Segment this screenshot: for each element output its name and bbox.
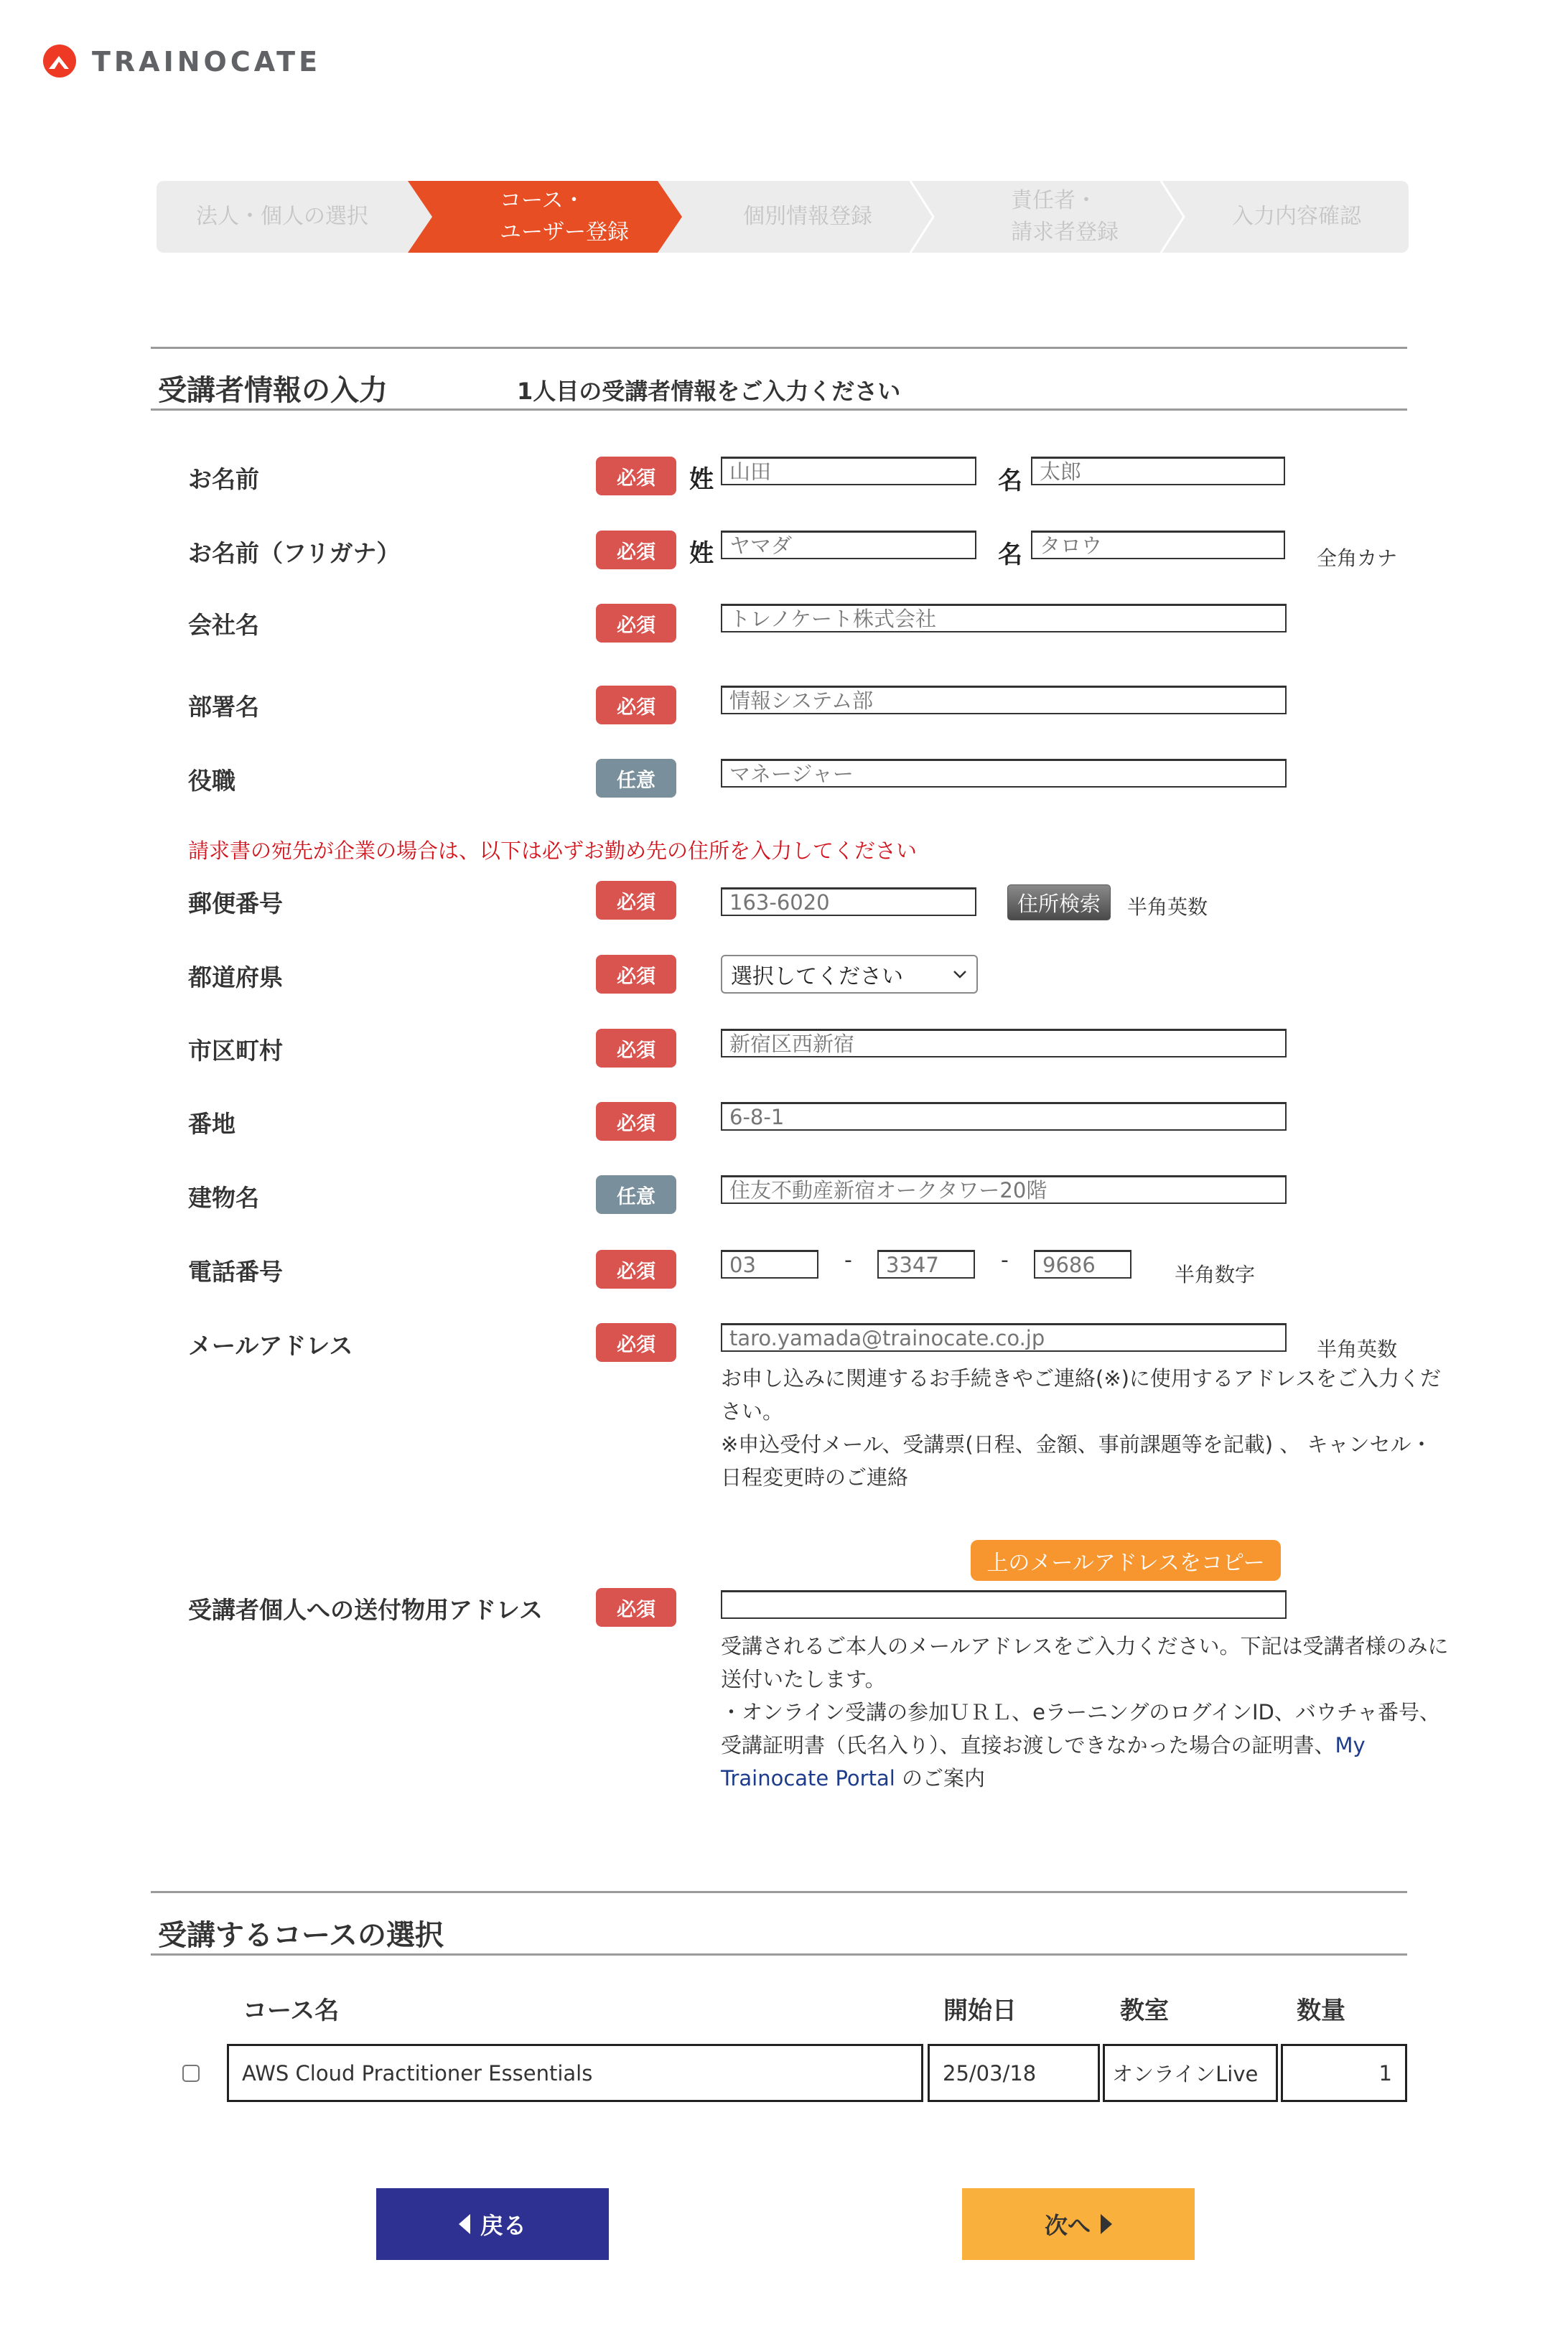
first-name-input[interactable] — [1031, 457, 1285, 485]
step-corporate-individual: 法人・個人の選択 — [196, 204, 368, 229]
progress-stepper — [157, 181, 1409, 253]
my-trainocate-portal-link[interactable]: Trainocate Portal — [721, 1766, 895, 1790]
attendee-section-title: 受講者情報の入力 — [158, 374, 388, 407]
prefecture-select[interactable] — [721, 955, 978, 994]
building-label: 建物名 — [188, 1184, 259, 1212]
first-name-kana-label: 名 — [998, 541, 1022, 569]
building-input[interactable] — [721, 1175, 1287, 1204]
column-header-classroom: 教室 — [1120, 1997, 1169, 2025]
kana-hint: 全角カナ — [1317, 546, 1398, 570]
phone-part1-input[interactable] — [721, 1250, 818, 1279]
phone-separator: - — [844, 1248, 852, 1273]
name-label: お名前 — [188, 465, 259, 493]
required-badge: 必須 — [596, 1250, 676, 1289]
chevron-down-icon — [952, 969, 968, 979]
next-button[interactable]: 次へ — [962, 2188, 1195, 2260]
position-label: 役職 — [188, 767, 235, 795]
required-badge: 必須 — [596, 686, 676, 724]
step-manager-billing: 責任者・ 請求者登録 — [1011, 188, 1119, 245]
caret-right-icon — [1101, 2214, 1112, 2234]
department-label: 部署名 — [188, 693, 259, 721]
start-date-cell: 25/03/18 — [928, 2044, 1100, 2102]
step-individual-info: 個別情報登録 — [743, 204, 872, 229]
required-badge: 必須 — [596, 531, 676, 569]
email-label: メールアドレス — [188, 1332, 353, 1360]
street-label: 番地 — [188, 1110, 235, 1138]
section-divider — [151, 1953, 1407, 1956]
column-header-quantity: 数量 — [1297, 1997, 1345, 2025]
trainocate-logo-icon — [43, 45, 76, 78]
street-input[interactable] — [721, 1102, 1287, 1131]
postal-code-input[interactable] — [721, 887, 976, 916]
city-label: 市区町村 — [188, 1037, 283, 1065]
brand-name: TRAINOCATE — [92, 46, 322, 78]
department-input[interactable] — [721, 686, 1287, 714]
postal-hint: 半角英数 — [1127, 895, 1208, 919]
personal-email-label: 受講者個人への送付物用アドレス — [188, 1596, 543, 1624]
company-label: 会社名 — [188, 611, 259, 639]
step-course-user-registration: コース・ ユーザー登録 — [500, 188, 629, 245]
optional-badge: 任意 — [596, 1175, 676, 1214]
my-trainocate-portal-link[interactable]: My — [1335, 1733, 1366, 1757]
address-search-button[interactable]: 住所検索 — [1007, 884, 1111, 920]
email-help-text: お申し込みに関連するお手続きやご連絡(※)に使用するアドレスをご入力くだ さい。 ※申込受付メール、受講票(日程、金額、事前課題等を記載) 、 キャンセル・ 日程変更時のご連絡 — [721, 1366, 1442, 1490]
caret-left-icon — [459, 2214, 470, 2234]
required-badge: 必須 — [596, 1588, 676, 1627]
last-name-label: 姓 — [689, 465, 714, 494]
company-input[interactable] — [721, 604, 1287, 632]
column-header-course-name: コース名 — [243, 1997, 340, 2025]
email-input[interactable] — [721, 1323, 1287, 1352]
section-divider — [151, 408, 1407, 411]
section-divider — [151, 1891, 1407, 1893]
personal-email-help-text: 受講されるご本人のメールアドレスをご入力ください。下記は受講者様のみに 送付いたします。 ・オンライン受講の参加ＵＲＬ、eラーニングのログインID、バウチャ番号、 受講証明書（氏名入り）、直接お渡しできなかった場合の証明書、My Trainocate Portal のご案内 — [721, 1634, 1449, 1790]
last-name-kana-input[interactable] — [721, 531, 976, 559]
course-select-checkbox[interactable] — [182, 2065, 200, 2082]
required-badge: 必須 — [596, 457, 676, 495]
phone-label: 電話番号 — [188, 1258, 283, 1286]
required-badge: 必須 — [596, 955, 676, 994]
prefecture-selected-value: 選択してください — [731, 964, 903, 989]
postal-label: 郵便番号 — [188, 889, 283, 917]
prefecture-label: 都道府県 — [188, 963, 283, 991]
course-name-cell: AWS Cloud Practitioner Essentials — [227, 2044, 923, 2102]
quantity-cell: 1 — [1281, 2044, 1407, 2102]
city-input[interactable] — [721, 1029, 1287, 1057]
position-input[interactable] — [721, 759, 1287, 788]
back-button[interactable]: 戻る — [376, 2188, 609, 2260]
optional-badge: 任意 — [596, 759, 676, 798]
section-divider — [151, 347, 1407, 349]
step-confirmation: 入力内容確認 — [1232, 204, 1361, 229]
phone-separator: - — [1001, 1248, 1009, 1273]
phone-part2-input[interactable] — [877, 1250, 975, 1279]
required-badge: 必須 — [596, 1102, 676, 1141]
attendee-section-subtitle: 1人目の受講者情報をご入力ください — [517, 378, 901, 405]
last-name-kana-label: 姓 — [689, 539, 714, 568]
phone-part3-input[interactable] — [1034, 1250, 1131, 1279]
required-badge: 必須 — [596, 1029, 676, 1068]
required-badge: 必須 — [596, 1323, 676, 1362]
required-badge: 必須 — [596, 604, 676, 643]
course-section-title: 受講するコースの選択 — [158, 1919, 444, 1952]
classroom-cell: オンラインLive — [1103, 2044, 1278, 2102]
personal-email-input[interactable] — [721, 1590, 1287, 1619]
email-hint: 半角英数 — [1317, 1337, 1398, 1361]
kana-label: お名前（フリガナ） — [188, 539, 401, 567]
column-header-start-date: 開始日 — [943, 1997, 1017, 2025]
address-notice: 請求書の宛先が企業の場合は、以下は必ずお勤め先の住所を入力してください — [188, 839, 918, 863]
required-badge: 必須 — [596, 881, 676, 920]
first-name-kana-input[interactable] — [1031, 531, 1285, 559]
phone-hint: 半角数字 — [1175, 1263, 1256, 1286]
copy-email-button[interactable]: 上のメールアドレスをコピー — [971, 1540, 1281, 1581]
first-name-label: 名 — [998, 467, 1022, 495]
last-name-input[interactable] — [721, 457, 976, 485]
